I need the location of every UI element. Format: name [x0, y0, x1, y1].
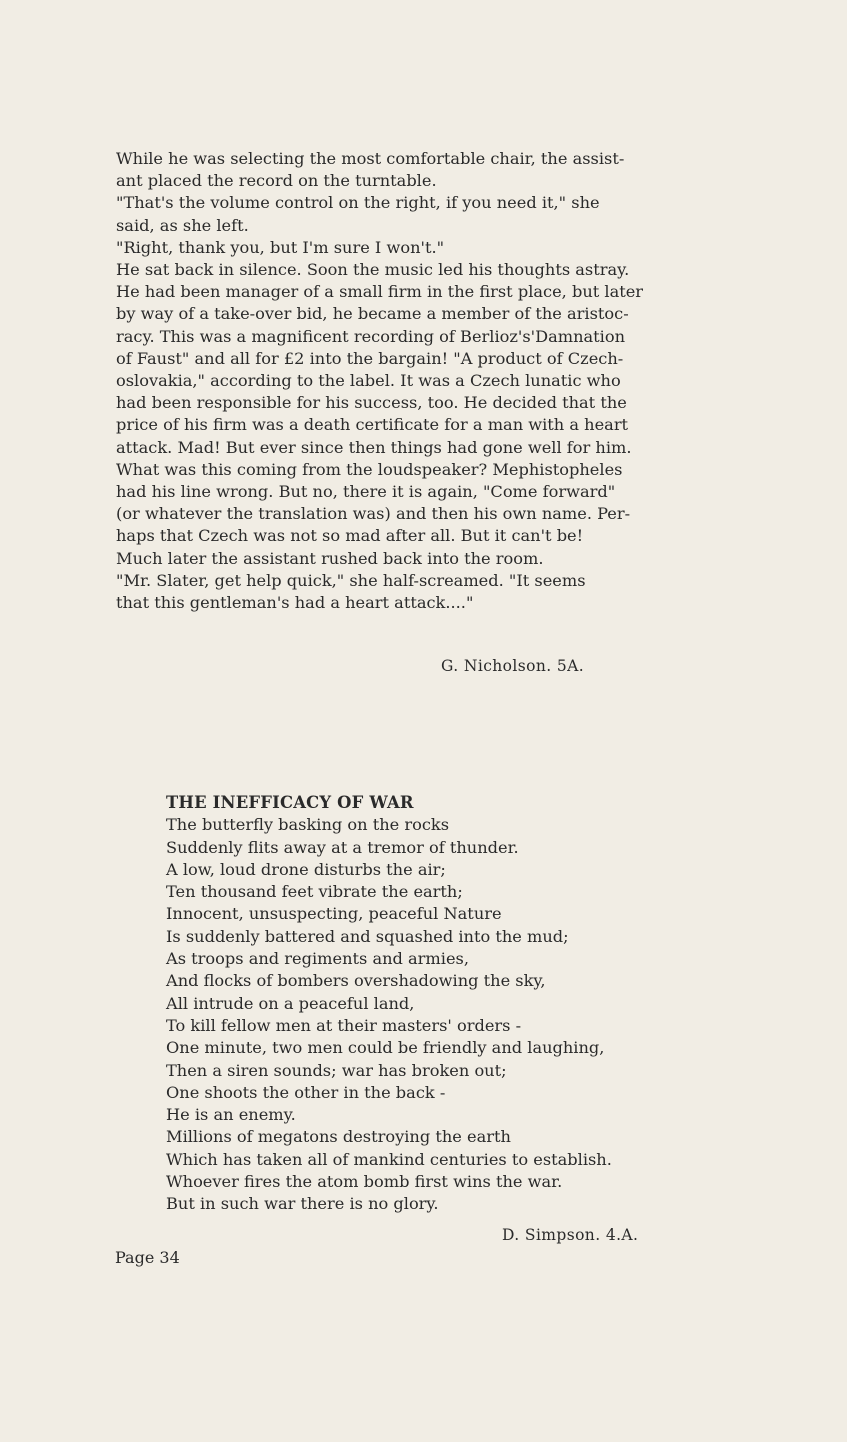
poem-line: One shoots the other in the back - — [166, 1082, 446, 1102]
story-line: He sat back in silence. Soon the music led his thoughts astray. — [116, 260, 630, 280]
story-line: "That's the volume control on the right, if you need it," she — [116, 193, 600, 213]
story-line: that this gentleman's had a heart attack...." — [116, 593, 474, 613]
story-line: While he was selecting the most comfortable chair, the assist- — [116, 149, 625, 168]
story-line: He had been manager of a small firm in the first place, but later — [116, 282, 644, 302]
poem-line: To kill fellow men at their masters' orders - — [166, 1015, 522, 1035]
poem-line: A low, loud drone disturbs the air; — [166, 859, 446, 879]
story-line: of Faust" and all for £2 into the bargain! "A product of Czech- — [116, 348, 624, 368]
poem-line: All intrude on a peaceful land, — [166, 993, 415, 1013]
story-line: haps that Czech was not so mad after all. But it can't be! — [116, 526, 584, 546]
poem-line: Millions of megatons destroying the earth — [166, 1127, 511, 1147]
story-line: had been responsible for his success, too. He decided that the — [116, 393, 627, 413]
story-author-signature: G. Nicholson. 5A. — [441, 657, 585, 675]
poem-author-signature: D. Simpson. 4.A. — [502, 1226, 639, 1244]
story-line: by way of a take-over bid, he became a member of the aristoc- — [116, 304, 629, 324]
story-line: oslovakia," according to the label. It was a Czech lunatic who — [116, 371, 621, 391]
story-line: price of his firm was a death certificate for a man with a heart — [116, 415, 629, 435]
poem-line: As troops and regiments and armies, — [166, 949, 469, 969]
poem-line: Suddenly flits away at a tremor of thunder. — [166, 837, 519, 857]
poem-line: The butterfly basking on the rocks — [166, 815, 450, 835]
story-line: racy. This was a magnificent recording of Berlioz's'Damnation — [116, 326, 626, 346]
story-line: ant placed the record on the turntable. — [116, 171, 437, 191]
story-line: Much later the assistant rushed back into the room. — [116, 548, 544, 568]
story-text — [116, 148, 766, 614]
poem-line: Then a siren sounds; war has broken out; — [166, 1060, 507, 1080]
poem-line: Ten thousand feet vibrate the earth; — [166, 882, 463, 902]
poem-line: But in such war there is no glory. — [166, 1194, 439, 1214]
poem — [166, 792, 746, 1216]
story-line: had his line wrong. But no, there it is again, "Come forward" — [116, 482, 616, 502]
page-number: Page 34 — [115, 1248, 180, 1267]
poem-line: And flocks of bombers overshadowing the sky, — [166, 971, 546, 991]
story-line: "Right, thank you, but I'm sure I won't." — [116, 237, 445, 257]
poem-line: One minute, two men could be friendly and laughing, — [166, 1038, 605, 1058]
story-line: "Mr. Slater, get help quick," she half-screamed. "It seems — [116, 570, 586, 590]
story-line: (or whatever the translation was) and then his own name. Per- — [116, 504, 631, 524]
story-line: What was this coming from the loudspeaker? Mephistopheles — [116, 459, 623, 479]
story-line: said, as she left. — [116, 215, 249, 235]
poem-line: Innocent, unsuspecting, peaceful Nature — [166, 904, 502, 924]
story-line: attack. Mad! But ever since then things had gone well for him. — [116, 437, 632, 457]
poem-line: Which has taken all of mankind centuries to establish. — [166, 1149, 612, 1169]
poem-line: He is an enemy. — [166, 1105, 296, 1125]
poem-line: Whoever fires the atom bomb first wins the war. — [166, 1172, 563, 1192]
poem-line: Is suddenly battered and squashed into the mud; — [166, 926, 569, 946]
poem-title: THE INEFFICACY OF WAR — [166, 793, 414, 812]
